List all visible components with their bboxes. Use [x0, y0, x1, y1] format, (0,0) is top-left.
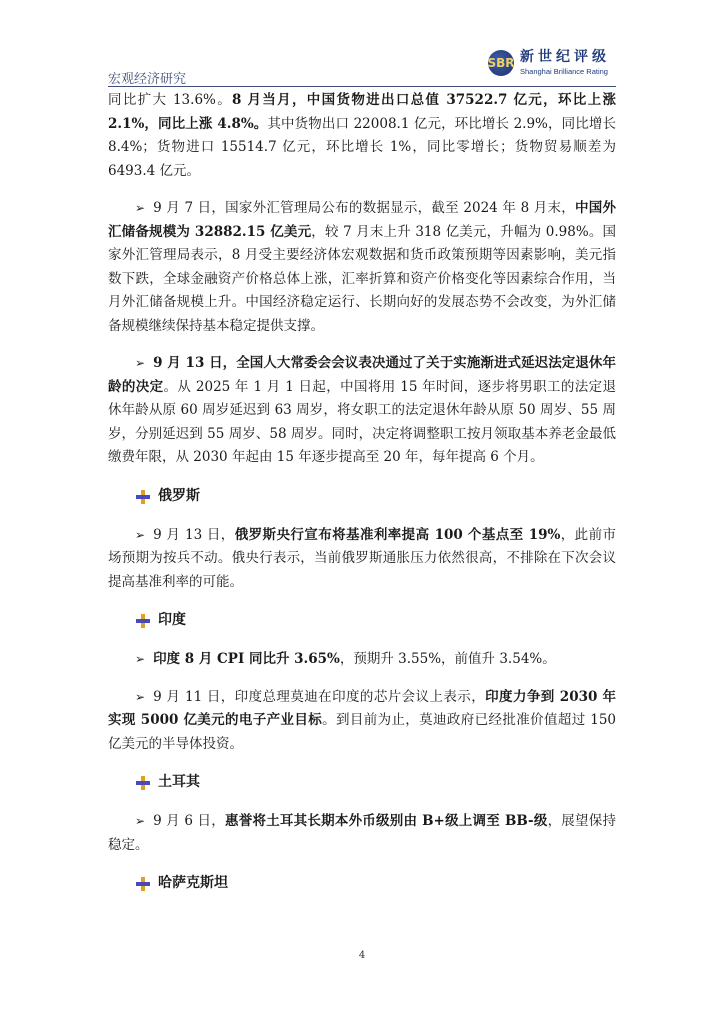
text-run: 其中货物出口 22008.1 亿元，环比增长 2.9%，同比增长 8.4%；货物进口 15514.7 亿元，环比增长 1%，同比零增长；货物贸易顺差为 6493.4 亿元。 — [108, 115, 616, 179]
trade-paragraph — [108, 89, 616, 183]
arrow-bullet-icon: ➢ — [135, 652, 146, 666]
logo-emblem-icon: SBR — [488, 50, 514, 76]
text-run: 。从 2025 年 1 月 1 日起，中国将用 15 年时间，逐步将男职工的法定退休年龄从原 60 周岁延迟到 63 周岁，将女职工的法定退休年龄从原 50 周岁、55 周岁，分别延迟到 55 周岁、58 周岁。同时，决定将调整职工按月领取基本养老金最低缴费年限，从 2030 年起由 15 年逐步提高至 20 年，每年提高 6 个月。 — [108, 378, 617, 465]
arrow-bullet-icon: ➢ — [135, 201, 146, 215]
india-electronics-paragraph — [108, 686, 616, 757]
text-run: ，预期升 3.55%，前值升 3.54%。 — [339, 651, 556, 667]
logo-chinese-name: 新世纪评级 — [520, 49, 610, 66]
logo-english-name: Shanghai Brilliance Rating — [520, 67, 608, 77]
section-cross-icon — [136, 776, 150, 790]
section-heading-india — [136, 608, 616, 634]
arrow-bullet-icon: ➢ — [135, 814, 146, 828]
section-label: 印度 — [158, 612, 186, 629]
bold-text-run: 印度力争到 2030 年实现 5000 亿美元的电子产业目标 — [108, 688, 616, 728]
bold-text-run: 中国外汇储备规模为 32882.15 亿美元 — [108, 200, 617, 240]
forex-reserve-paragraph — [108, 197, 616, 338]
section-heading-russia — [136, 484, 616, 510]
text-run: 9 月 6 日， — [153, 813, 225, 829]
india-cpi-paragraph — [108, 648, 616, 672]
text-run: 同比扩大 13.6%。 — [108, 92, 233, 108]
bold-text-run: 9 月 13 日，全国人大常委会会议表决通过了关于实施渐进式延迟法定退休年龄的决定 — [108, 355, 616, 395]
header-rule — [108, 86, 616, 87]
section-cross-icon — [136, 490, 150, 504]
bold-text-run: 惠誉将土耳其长期本外币级别由 B+级上调至 BB-级 — [225, 813, 548, 829]
section-heading-kazakhstan — [136, 871, 616, 897]
brand-logo — [488, 50, 610, 76]
section-cross-icon — [136, 614, 150, 628]
logo-text — [520, 50, 610, 76]
text-run: ，此前市场预期为按兵不动。俄央行表示，当前俄罗斯通胀压力依然很高，不排除在下次会议提高基准利率的可能。 — [108, 526, 616, 590]
text-run: ，较 7 月末上升 318 亿美元，升幅为 0.98%。国家外汇管理局表示，8 月受主要经济体宏观数据和货币政策预期等因素影响，美元指数下跌，全球金融资产价格总体上涨，汇率折算和资产价格变化等因素综合作用，当月外汇储备规模上升。中国经济稳定运行、长期向好的发展态势不会改变，为外汇储备规模继续保持基本稳定提供支撑。 — [108, 223, 617, 334]
document-body — [108, 89, 616, 897]
text-run: 。到目前为止，莫迪政府已经批准价值超过 150 亿美元的半导体投资。 — [108, 712, 616, 752]
section-label: 哈萨克斯坦 — [158, 875, 228, 892]
turkey-rating-paragraph — [108, 810, 616, 857]
bold-text-run: 俄罗斯央行宣布将基准利率提高 100 个基点至 19% — [234, 526, 561, 543]
section-label: 俄罗斯 — [158, 487, 200, 504]
retirement-age-paragraph — [108, 352, 616, 470]
page-number: 4 — [358, 950, 366, 961]
text-run: 9 月 7 日，国家外汇管理局公布的数据显示，截至 2024 年 8 月末， — [153, 200, 575, 216]
section-cross-icon — [136, 877, 150, 891]
section-label: 土耳其 — [158, 774, 200, 791]
arrow-bullet-icon: ➢ — [135, 689, 146, 704]
text-run: 9 月 11 日，印度总理莫迪在印度的芯片会议上表示， — [153, 688, 486, 705]
arrow-bullet-icon: ➢ — [135, 356, 146, 370]
bold-text-run: 8 月当月，中国货物进出口总值 37522.7 亿元，环比上涨 2.1%，同比上涨 4.8%。 — [108, 92, 616, 132]
text-run: ，展望保持稳定。 — [108, 813, 616, 853]
russia-rate-paragraph — [108, 524, 616, 595]
page-header-title: 宏观经济研究 — [108, 72, 187, 87]
section-heading-turkey — [136, 770, 616, 796]
arrow-bullet-icon: ➢ — [135, 527, 146, 542]
text-run: 9 月 13 日， — [153, 526, 235, 543]
bold-text-run: 印度 8 月 CPI 同比升 3.65% — [153, 651, 340, 667]
